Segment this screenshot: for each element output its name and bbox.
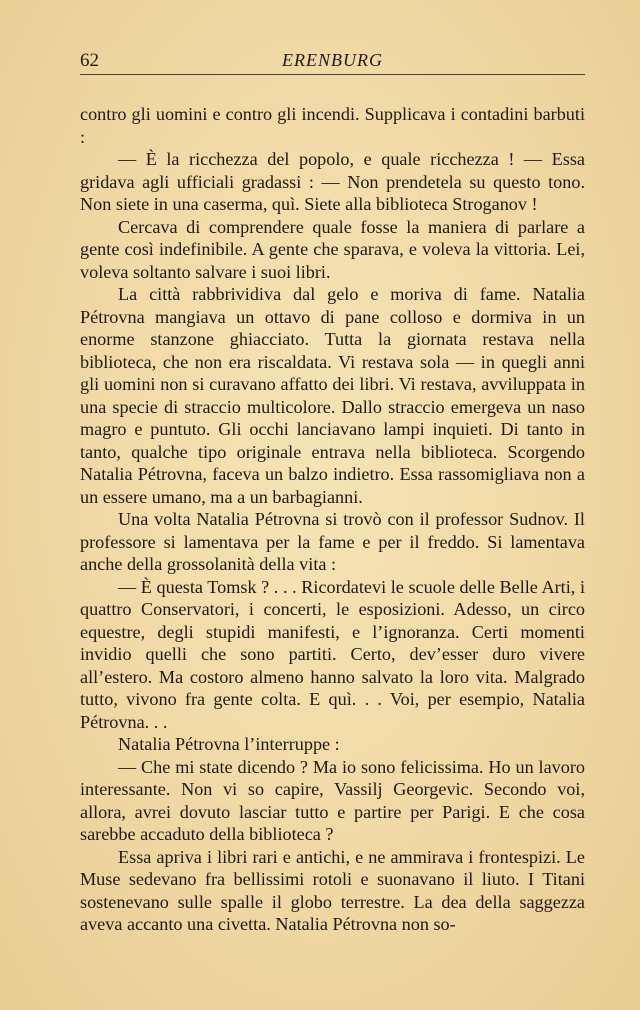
paragraph: La città rabbrividiva dal gelo e moriva di fame. Natalia Pétrovna mangiava un ottavo di pane colloso e dormiva in un enorme stanzone ghiacciato. Tutta la giornata restava nella biblioteca, che non era riscaldata. Vi restava sola — in quegli anni gli uomini non si curavano affatto dei libri. Vi restava, avviluppata in una specie di straccio multicolore. Dallo straccio emergeva un naso magro e puntuto. Gli occhi lanciavano lampi inquieti. Di tanto in tanto, qualche tipo originale entrava nella biblioteca. Scorgendo Natalia Pétrovna, faceva un balzo indietro. Essa rassomigliava non a un essere umano, ma a un barbagianni. bbox=[80, 284, 585, 507]
paragraph: Cercava di comprendere quale fosse la maniera di parlare a gente così indefinibile. A gente che sparava, e voleva la vittoria. Lei, voleva soltanto salvare i suoi libri. bbox=[80, 216, 585, 282]
paragraph: Natalia Pétrovna l’interruppe : bbox=[118, 734, 340, 754]
body-text bbox=[80, 103, 585, 936]
paragraph: Una volta Natalia Pétrovna si trovò con il professor Sudnov. Il professore si lamentava per la fame e per il freddo. Si lamentava anche della grossolanità della vita : bbox=[80, 509, 585, 574]
paragraph: Essa apriva i libri rari e antichi, e ne ammirava i frontespizi. Le Muse sedevano fra bellissimi rotoli e suonavano il liuto. I Titani sostenevano sulle spalle il globo terrestre. La dea della saggezza aveva accanto una civetta. Natalia Pétrovna non so- bbox=[80, 846, 585, 934]
page-number: 62 bbox=[80, 50, 99, 71]
paragraph: — È la ricchezza del popolo, e quale ricchezza ! — Essa gridava agli ufficiali gradassi : — Non prendetela su questo tono. Non siete in una caserma, quì. Siete alla biblioteca Stroganov ! bbox=[80, 149, 585, 214]
page-header bbox=[80, 50, 585, 75]
paragraph: — Che mi state dicendo ? Ma io sono felicissima. Ho un lavoro interessante. Non vi so capire, Vassilj Georgevic. Secondo voi, allora, avrei dovuto lasciar tutto e partire per Parigi. E che cosa sarebbe accaduto della biblioteca ? bbox=[80, 756, 585, 844]
paragraph: contro gli uomini e contro gli incendi. Supplicava i contadini barbuti : bbox=[80, 104, 585, 147]
paragraph: — È questa Tomsk ? . . . Ricordatevi le scuole delle Belle Arti, i quattro Conservatori, i concerti, le esposizioni. Adesso, un circo equestre, degli stupidi manifesti, e l’ignoranza. Certi momenti invidio quelli che sono partiti. Certo, dev’esser duro vivere all’estero. Ma costoro almeno hanno salvato la loro vita. Malgrado tutto, vivono fra gente colta. E quì. . . Voi, per esempio, Natalia Pétrovna. . . bbox=[80, 576, 585, 732]
running-head: ERENBURG bbox=[282, 50, 383, 70]
